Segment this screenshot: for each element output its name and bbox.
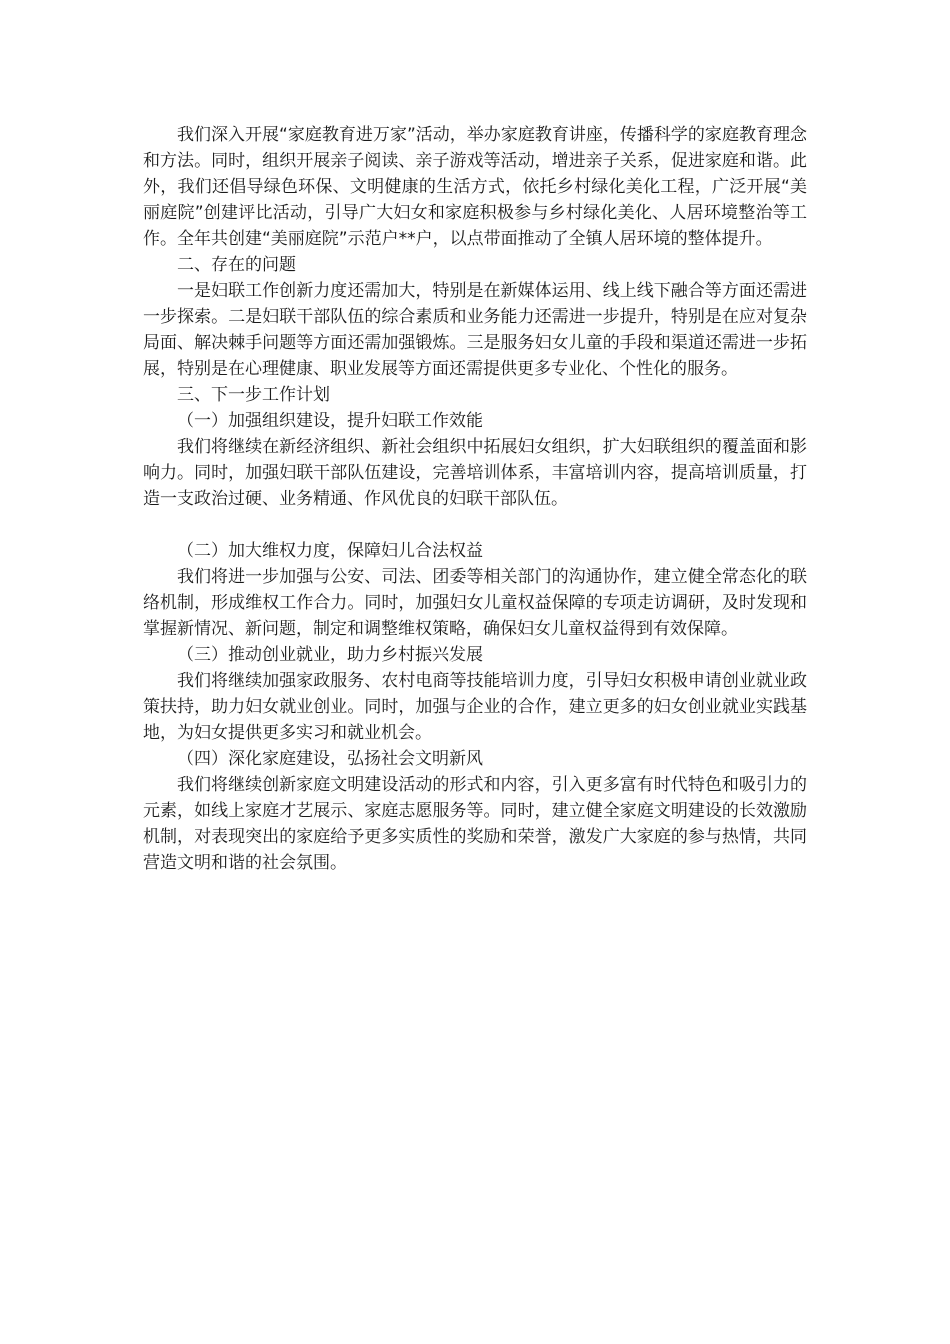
paragraph-rights-protection: 我们将进一步加强与公安、司法、团委等相关部门的沟通协作，建立健全常态化的联络机制，形成维权工作合力。同时，加强妇女儿童权益保障的专项走访调研，及时发现和掌握新情况、新问题，制定和调整维权策略，确保妇女儿童权益得到有效保障。 [143, 567, 807, 639]
subheading-organization: （一）加强组织建设，提升妇联工作效能 [177, 411, 483, 431]
subheading-family-building: （四）深化家庭建设，弘扬社会文明新风 [177, 749, 483, 769]
section-heading-next-plan: 三、下一步工作计划 [177, 385, 330, 405]
paragraph-family-education: 我们深入开展“家庭教育进万家”活动，举办家庭教育讲座，传播科学的家庭教育理念和方法。同时，组织开展亲子阅读、亲子游戏等活动，增进亲子关系，促进家庭和谐。此外，我们还倡导绿色环保、文明健康的生活方式，依托乡村绿化美化工程，广泛开展“美丽庭院”创建评比活动，引导广大妇女和家庭积极参与乡村绿化美化、人居环境整治等工作。全年共创建“美丽庭院”示范户**户，以点带面推动了全镇人居环境的整体提升。 [143, 125, 807, 249]
paragraph-employment: 我们将继续加强家政服务、农村电商等技能培训力度，引导妇女积极申请创业就业政策扶持，助力妇女就业创业。同时，加强与企业的合作，建立更多的妇女创业就业实践基地，为妇女提供更多实习和就业机会。 [143, 671, 807, 743]
paragraph-spacer [143, 512, 807, 538]
section-heading-problems: 二、存在的问题 [177, 255, 296, 275]
subheading-rights-protection: （二）加大维权力度，保障妇儿合法权益 [177, 541, 483, 561]
paragraph-family-building: 我们将继续创新家庭文明建设活动的形式和内容，引入更多富有时代特色和吸引力的元素，如线上家庭才艺展示、家庭志愿服务等。同时，建立健全家庭文明建设的长效激励机制，对表现突出的家庭给予更多实质性的奖励和荣誉，激发广大家庭的参与热情，共同营造文明和谐的社会氛围。 [143, 775, 807, 873]
subheading-employment: （三）推动创业就业，助力乡村振兴发展 [177, 645, 483, 665]
document-body [143, 122, 807, 876]
paragraph-organization: 我们将继续在新经济组织、新社会组织中拓展妇女组织，扩大妇联组织的覆盖面和影响力。同时，加强妇联干部队伍建设，完善培训体系，丰富培训内容，提高培训质量，打造一支政治过硬、业务精通、作风优良的妇联干部队伍。 [143, 437, 807, 509]
paragraph-problems: 一是妇联工作创新力度还需加大，特别是在新媒体运用、线上线下融合等方面还需进一步探索。二是妇联干部队伍的综合素质和业务能力还需进一步提升，特别是在应对复杂局面、解决棘手问题等方面还需加强锻炼。三是服务妇女儿童的手段和渠道还需进一步拓展，特别是在心理健康、职业发展等方面还需提供更多专业化、个性化的服务。 [143, 281, 807, 379]
